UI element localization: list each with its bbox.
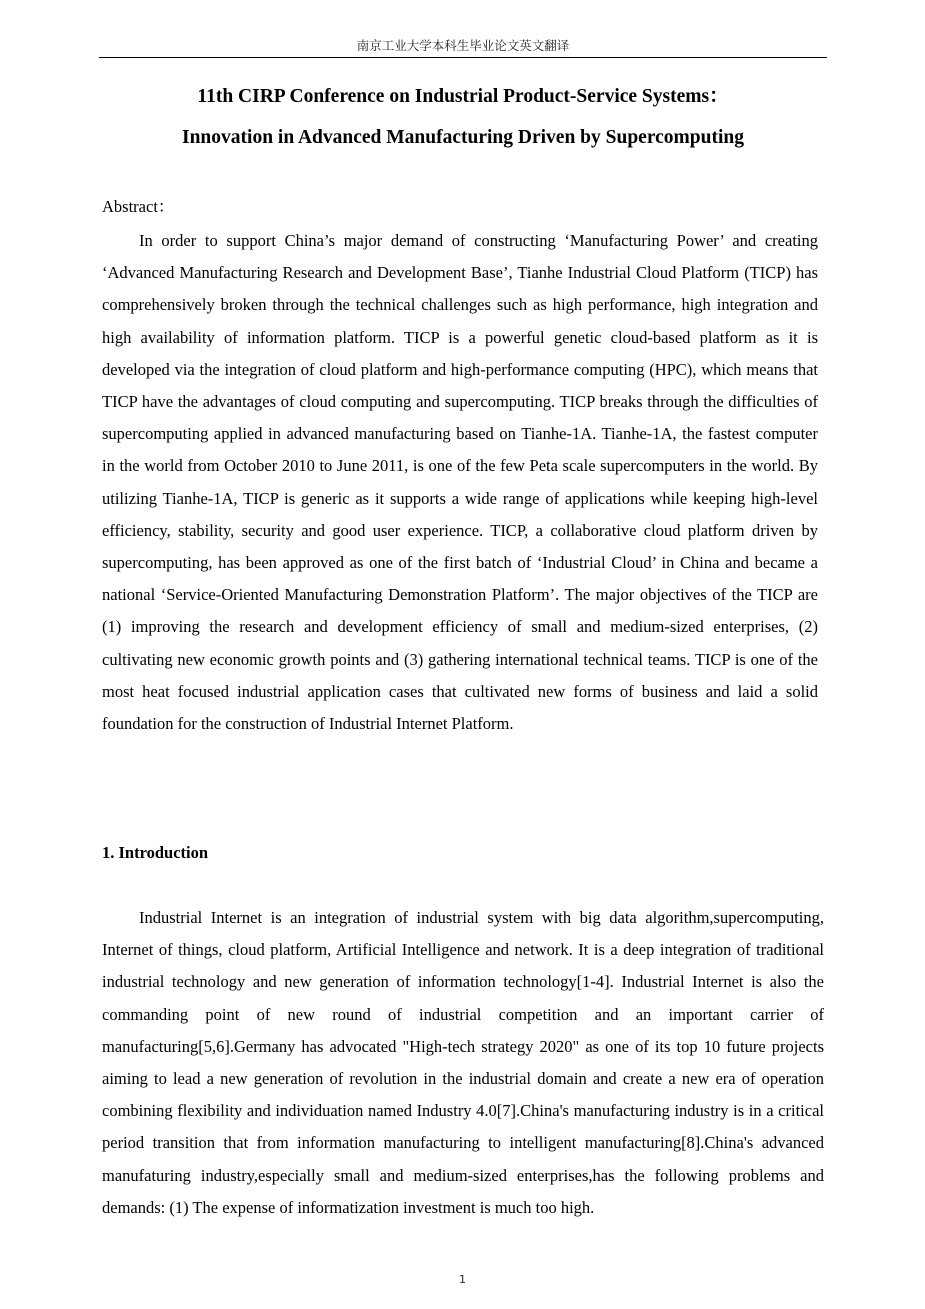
abstract-paragraph: In order to support China’s major demand of constructing ‘Manufacturing Power’ and creating ‘Advanced Manufacturing Research and Development Base’, Tianhe Industrial Cloud Platform (TICP) has comprehensively broken through the technical challenges such as high performance, high integration and high availability of information platform. TICP is a powerful genetic cloud-based platform as it is developed via the integration of cloud platform and high-performance computing (HPC), which means that TICP have the advantages of cloud computing and supercomputing. TICP breaks through the difficulties of supercomputing applied in advanced manufacturing based on Tianhe-1A. Tianhe-1A, the fastest computer in the world from October 2010 to June 2011, is one of the few Peta scale supercomputers in the world. By utilizing Tianhe-1A, TICP is generic as it supports a wide range of applications while keeping high-level efficiency, stability, security and good user experience. TICP, a collaborative cloud platform driven by supercomputing, has been approved as one of the first batch of ‘Industrial Cloud’ in China and became a national ‘Service-Oriented Manufacturing Demonstration Platform’. The major objectives of the TICP are (1) improving the research and development efficiency of small and medium-sized enterprises, (2) cultivating new economic growth points and (3) gathering international technical teams. TICP is one of the most heat focused industrial application cases that cultivated new forms of business and laid a solid foundation for the construction of Industrial Internet Platform. (102, 231, 818, 734)
abstract-label: Abstract： (102, 197, 175, 216)
paper-title (99, 76, 827, 158)
introduction-paragraph: Industrial Internet is an integration of industrial system with big data algorithm,supercomputing, Internet of things, cloud platform, Artificial Intelligence and network. It is a deep integration of traditional industrial technology and new generation of information technology[1-4]. Industrial Internet is also the commanding point of new round of industrial competition and an important carrier of manufacturing[5,6].Germany has advocated "High-tech strategy 2020" as one of its top 10 future projects aiming to lead a new generation of revolution in the industrial domain and create a new era of operation combining flexibility and individuation named Industry 4.0[7].China's manufacturing industry is in a critical period transition that from information manufacturing to intelligent manufacturing[8].China's advanced manufaturing industry,especially small and medium-sized enterprises,has the following problems and demands: (1) The expense of informatization investment is much too high. (102, 908, 824, 1217)
section-heading-introduction: 1. Introduction (102, 843, 209, 862)
page-number: 1 (459, 1273, 466, 1286)
paper-title-line-1: 11th CIRP Conference on Industrial Product-Service Systems： (197, 86, 729, 107)
running-header: 南京工业大学本科生毕业论文英文翻译 (356, 38, 570, 53)
header-rule (99, 57, 827, 58)
paper-title-line-2: Innovation in Advanced Manufacturing Driven by Supercomputing (182, 127, 744, 148)
